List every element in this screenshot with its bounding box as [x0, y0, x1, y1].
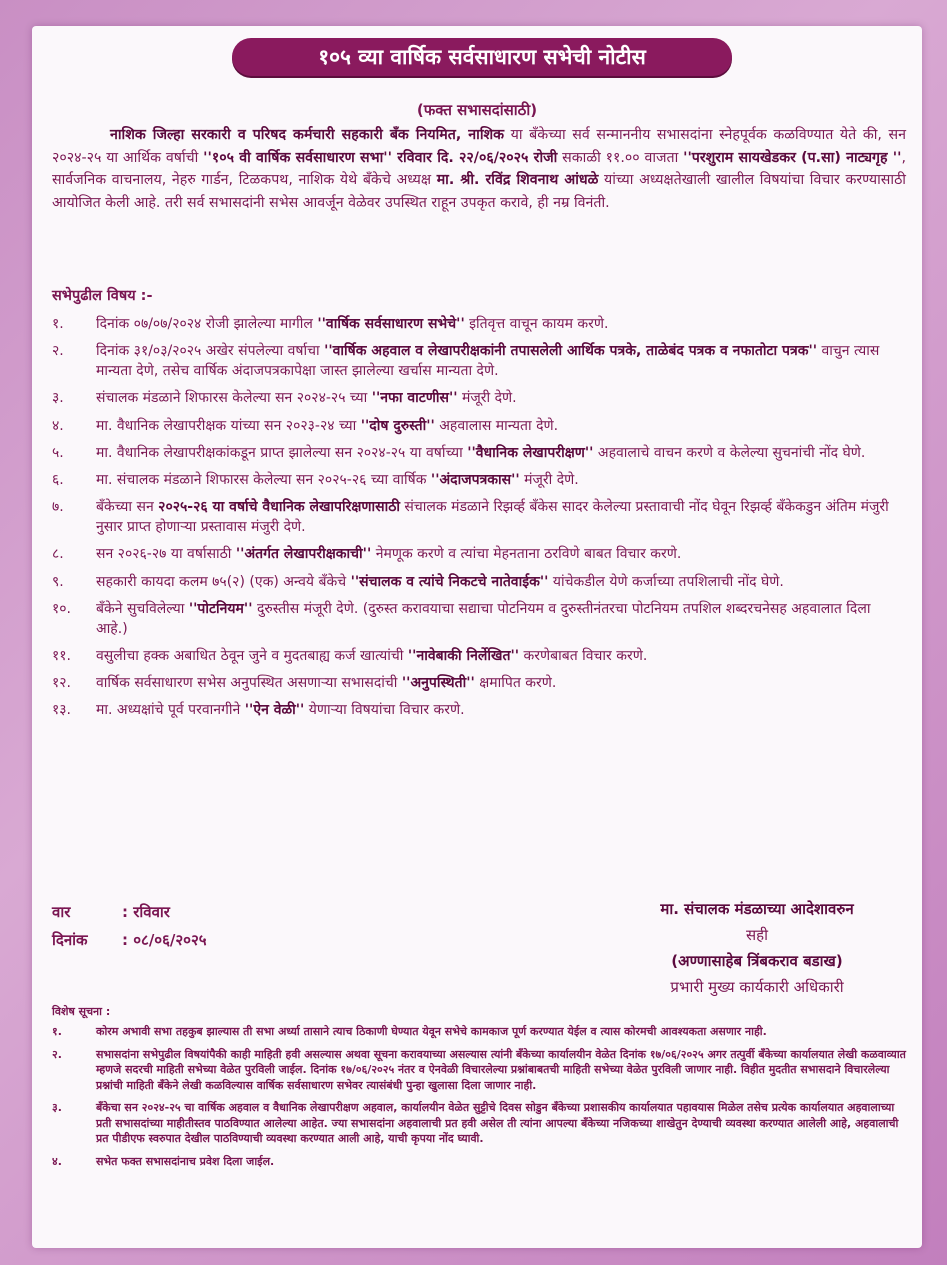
agenda-item-text-part: मा. अध्यक्षांचे पूर्व परवानगीने: [96, 702, 245, 719]
agenda-item: [52, 443, 906, 463]
agenda-item-text: [96, 443, 906, 463]
agenda-item-number: ८.: [52, 546, 64, 563]
agenda-item-text-part: दिनांक ३१/०३/२०२५ अखेर संपलेल्या वर्षाचा: [96, 343, 325, 360]
agenda-item-text: [96, 470, 906, 490]
agenda-item-text: [96, 673, 906, 693]
agenda-item: [52, 314, 906, 334]
note-item: [52, 1047, 906, 1094]
agenda-item-number: १०.: [52, 600, 72, 617]
agenda-item: [52, 700, 906, 720]
bank-name: नाशिक जिल्हा सरकारी व परिषद कर्मचारी सहकारी बँक नियमित, नाशिक: [110, 127, 505, 143]
agenda-item-text-part: मा. संचालक मंडळाने शिफारस केलेल्या सन २०२५-२६ च्या वार्षिक: [96, 471, 431, 488]
agenda-item-text-part: क्षमापित करणे.: [474, 675, 557, 692]
agenda-item-highlight: ''दोष दुरुस्ती'': [360, 417, 435, 434]
agenda-item-highlight: ''वार्षिक अहवाल व लेखापरीक्षकांनी तपासलेली आर्थिक पत्रके, ताळेबंद पत्रक व नफातोटा पत्रक'': [324, 343, 818, 360]
agenda-item-text-part: करणेबाबत विचार करणे.: [519, 647, 648, 664]
agenda-item-number: ९.: [52, 573, 64, 590]
agenda-item-number: १.: [52, 316, 64, 332]
day-value: : रविवार: [122, 903, 170, 921]
agenda-item-highlight: ''नावेबाकी निर्लेखित'': [407, 647, 520, 664]
agenda-item-number: ५.: [52, 444, 64, 461]
agenda-item-text-part: मंजूरी देणे.: [457, 390, 517, 407]
note-item: [52, 1154, 906, 1170]
agenda-item-text-part: मंजूरी देणे.: [519, 471, 579, 488]
agenda-item-text: [96, 544, 906, 564]
agenda-item-text-part: दिनांक ०७/०७/२०२४ रोजी झालेल्या मागील: [96, 316, 318, 332]
agenda-item-highlight: ''अनुपस्थिती'': [401, 675, 475, 692]
intro-paragraph: [52, 124, 906, 214]
notes-list: [52, 1024, 906, 1176]
agenda-item-highlight: ''वैधानिक लेखापरीक्षण'': [467, 444, 594, 461]
agenda-item-text: [96, 314, 906, 334]
agenda-list: [52, 314, 906, 727]
agenda-item-highlight: ''संचालक व त्यांचे निकटचे नातेवाईक'': [350, 573, 549, 590]
note-number: १.: [52, 1025, 62, 1038]
agenda-item: [52, 646, 906, 666]
date-label: दिनांक: [52, 931, 88, 949]
note-number: २.: [52, 1047, 62, 1061]
agenda-item-text-part: यांचेकडील येणे कर्जाच्या तपशिलाची नोंद घेणे.: [548, 573, 784, 590]
members-only-subtitle: (फक्त सभासदांसाठी): [416, 101, 538, 119]
agenda-item: [52, 497, 906, 537]
agenda-item: [52, 673, 906, 693]
signature-line-2: सही: [746, 926, 768, 944]
signature-line-1: मा. संचालक मंडळाच्या आदेशावरुन: [660, 900, 854, 918]
agenda-item-text: [96, 646, 906, 666]
note-item: [52, 1024, 906, 1040]
intro-text: , सार्वजनिक वाचनालय, नेहरु गार्डन, टिळकपथ, नाशिक येथे बँकेचे अध्यक्ष: [52, 149, 906, 188]
agenda-item: [52, 341, 906, 381]
agenda-item-number: ११.: [52, 647, 72, 664]
agenda-item-number: ४.: [52, 417, 64, 434]
agenda-item-text: [96, 341, 906, 381]
agenda-item-number: ७.: [52, 499, 64, 516]
agenda-item-highlight: ''नफा वाटणीस'': [371, 390, 458, 407]
meeting-meta: [52, 898, 207, 954]
agenda-item: [52, 599, 906, 639]
agenda-item: [52, 544, 906, 564]
agenda-item: [52, 388, 906, 408]
meeting-name: ''१०५ वी वार्षिक सर्वसाधारण सभा'': [203, 149, 392, 166]
agenda-item-text: [96, 700, 906, 720]
agenda-item-highlight: ''पोटनियम'': [188, 600, 253, 617]
signature-block: [602, 896, 912, 1000]
agenda-item-highlight: ''अंदाजपत्रकास'': [430, 471, 520, 488]
signatory-designation: प्रभारी मुख्य कार्यकारी अधिकारी: [670, 978, 844, 996]
agenda-item-text-part: मा. वैधानिक लेखापरीक्षक यांच्या सन २०२३-२४ च्या: [96, 417, 361, 434]
agenda-item-text-part: दुरुस्तीस मंजूरी देणे. (दुरुस्त करावयाचा सद्याचा पोटनियम व दुरुस्तीनंतरचा पोटनियम तपशिल शब्दरचनेसह अहवालात दिला आहे.): [96, 600, 871, 637]
agenda-item-text-part: वाचुन त्यास मान्यता देणे, तसेच वार्षिक अंदाजपत्रकापेक्षा जास्त झालेल्या खर्चास मान्यता देणे.: [96, 343, 880, 380]
note-text: सभासदांना सभेपुढील विषयांपैकी काही माहिती हवी असल्यास अथवा सूचना करावयाच्या असल्यास त्यांनी बँकेच्या कार्यालयीन वेळेत दिनांक १७/०६/२०२५ अगर तत्पुर्वी बँकेच्या कार्यालयात लेखी कळवाव्यात म्हणजे सदरची माहिती सभेच्या वेळेत पुरविली जाईल. दिनांक १७/०६/२०२५ नंतर व ऐनवेळी विचारलेल्या प्रश्नांबाबतची माहिती सभेच्या वेळेत पुरविली जाणार नाही. विहीत मुदतीत सभासदाने विचारलेल्या प्रश्नांची माहिती बँकेने लेखी कळविल्यास वार्षिक सर्वसाधारण सभेवर त्यासंबंधी पुन्हा खुलासा दिला जाणार नाही.: [96, 1047, 906, 1092]
notice-title: १०५ व्या वार्षिक सर्वसाधारण सभेची नोटीस: [232, 38, 732, 76]
agenda-item-text-part: अहवालास मान्यता देणे.: [434, 417, 559, 434]
signatory-name: (अण्णासाहेब त्रिंबकराव बडाख): [671, 952, 843, 970]
agenda-item-highlight: ''ऐन वेळी'': [244, 702, 305, 719]
intro-text: या बँकेच्या सर्व सन्माननीय सभासदांना स्नेहपूर्वक कळविण्यात येते की, सन २०२४-२५ या आर्थिक वर्षाची: [52, 127, 906, 166]
agenda-item-number: ३.: [52, 390, 64, 407]
agenda-item: [52, 416, 906, 436]
agenda-item-highlight: २०२५-२६ या वर्षाचे वैधानिक लेखापरिक्षणासाठी: [158, 499, 400, 516]
agenda-item-text-part: मा. वैधानिक लेखापरीक्षकांकडून प्राप्त झालेल्या सन २०२४-२५ या वर्षाच्या: [96, 444, 468, 461]
note-item: [52, 1100, 906, 1147]
agenda-item-text: [96, 572, 906, 592]
agenda-item-text-part: सन २०२६-२७ या वर्षासाठी: [96, 546, 236, 563]
meeting-date: दि. २२/०६/२०२५ रोजी: [437, 149, 558, 166]
agenda-heading: सभेपुढील विषय :-: [52, 288, 153, 304]
agenda-item-text-part: अहवालाचे वाचन करणे व केलेल्या सुचनांची नोंद घेणे.: [593, 444, 866, 461]
note-number: ४.: [52, 1154, 62, 1168]
agenda-item-text: [96, 497, 906, 537]
notes-title: विशेष सूचना :: [52, 1005, 111, 1018]
agenda-item-text-part: वसुलीचा हक्क अबाधित ठेवून जुने व मुदतबाह्य कर्ज खात्यांची: [96, 647, 408, 664]
agenda-item-text-part: बँकेच्या सन: [96, 499, 159, 516]
agenda-item-number: १२.: [52, 675, 72, 692]
intro-text: यांच्या अध्यक्षतेखाली खालील विषयांचा विचार करण्यासाठी आयोजित केली आहे. तरी सर्व सभासदांनी सभेस आवर्जून वेळेवर उपस्थित राहून उपकृत करावे, ही नम्र विनंती.: [52, 172, 906, 211]
agenda-item-text: [96, 416, 906, 436]
agenda-item-number: १३.: [52, 702, 72, 719]
agenda-item-number: २.: [52, 343, 64, 360]
agenda-item: [52, 572, 906, 592]
meeting-day: रविवार: [391, 149, 438, 166]
day-label: वार: [52, 903, 71, 921]
agenda-item-text-part: वार्षिक सर्वसाधारण सभेस अनुपस्थित असणाऱ्या सभासदांची: [96, 675, 402, 692]
note-number: ३.: [52, 1101, 62, 1114]
agenda-item-text-part: सहकारी कायदा कलम ७५(२) (एक) अन्वये बँकेचे: [96, 573, 351, 590]
note-text: बँकेचा सन २०२४-२५ चा वार्षिक अहवाल व वैधानिक लेखापरीक्षण अहवाल, कार्यालयीन वेळेत सुट्टीचे दिवस सोडुन बँकेच्या प्रशासकीय कार्यालयात पहावयास मिळेल तसेच प्रत्येक कार्यालयात अहवालाच्या प्रती सभासदांच्या माहीतीस्तव पाठविण्यात आलेल्या आहेत. ज्या सभासदांना अहवालाची प्रत हवी असेल ती त्यांना आपल्या बँकेच्या नजिकच्या शाखेतुन देण्याची व्यवस्था करण्यात आलेली आहे, अहवालाची प्रत पीडीएफ स्वरुपात देखील पाठविण्याची व्यवस्था करण्यात आली आहे, याची कृपया नोंद घ्यावी.: [96, 1101, 899, 1145]
agenda-item-text-part: संचालक मंडळाने रिझर्व्ह बँकेस सादर केलेल्या प्रस्तावाची नोंद घेवून रिझर्व्ह बँकेकडुन अंतिम मंजुरी नुसार प्राप्त होणाऱ्या प्रस्तावास मंजुरी देणे.: [96, 499, 889, 536]
agenda-item-text-part: संचालक मंडळाने शिफारस केलेल्या सन २०२४-२५ च्या: [96, 390, 372, 407]
date-value: : ०८/०६/२०२५: [122, 931, 207, 949]
intro-text: सकाळी ११.०० वाजता: [557, 149, 684, 166]
note-text: सभेत फक्त सभासदांनाच प्रवेश दिला जाईल.: [96, 1154, 275, 1168]
agenda-item-text-part: येणाऱ्या विषयांचा विचार करणे.: [304, 702, 465, 719]
agenda-item-highlight: ''वार्षिक सर्वसाधारण सभेचे'': [317, 316, 465, 332]
meeting-venue: ''परशुराम सायखेडकर (प.सा) नाट्यगृह '': [683, 149, 902, 166]
agenda-item-text-part: नेमणूक करणे व त्यांचा मेहनताना ठरविणे बाबत विचार करणे.: [371, 546, 682, 563]
agenda-item-text: [96, 599, 906, 639]
agenda-item-number: ६.: [52, 471, 64, 488]
agenda-item-text: [96, 388, 906, 408]
notice-sheet: [32, 26, 922, 1248]
agenda-item-text-part: इतिवृत्त वाचून कायम करणे.: [464, 316, 609, 332]
chairman-name: मा. श्री. रविंद्र शिवनाथ आंधळे: [436, 172, 599, 188]
agenda-item-highlight: ''अंतर्गत लेखापरीक्षकाची'': [235, 546, 372, 563]
agenda-item-text-part: बँकेने सुचविलेल्या: [96, 600, 189, 617]
note-text: कोरम अभावी सभा तहकुब झाल्यास ती सभा अर्ध्या तासाने त्याच ठिकाणी घेण्यात येवून सभेचे कामकाज पूर्ण करण्यात येईल व त्यास कोरमची आवश्यकता असणार नाही.: [96, 1025, 767, 1038]
agenda-item: [52, 470, 906, 490]
